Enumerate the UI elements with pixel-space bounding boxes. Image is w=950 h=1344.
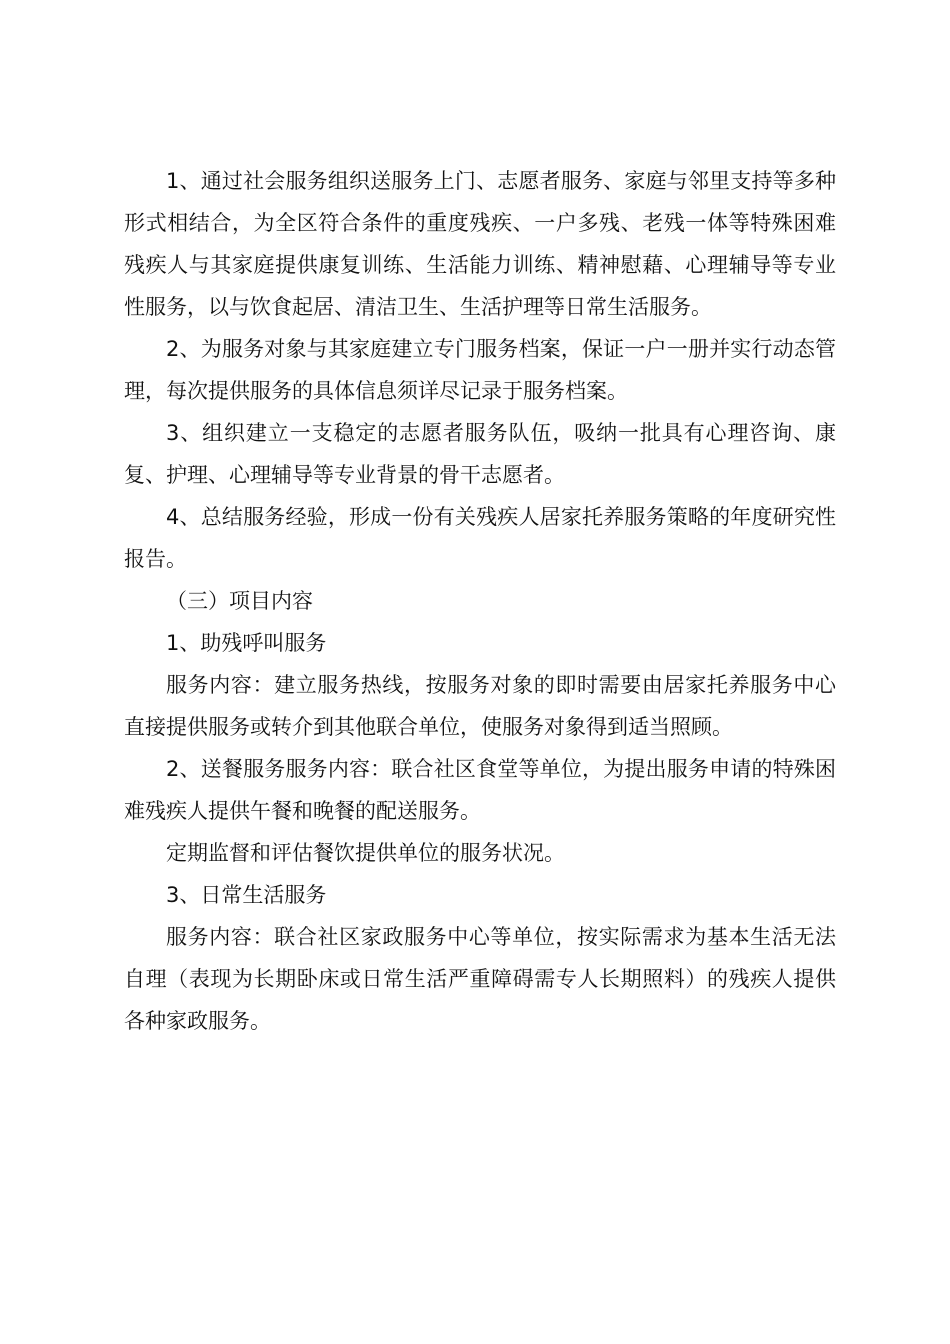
paragraph-goal-2: 2、为服务对象与其家庭建立专门服务档案，保证一户一册并实行动态管理，每次提供服务的具体信息须详尽记录于服务档案。 [124, 337, 836, 403]
paragraph-goal-3: 3、组织建立一支稳定的志愿者服务队伍，吸纳一批具有心理咨询、康复、护理、心理辅导等专业背景的骨干志愿者。 [124, 421, 836, 487]
paragraph-meal-delivery: 2、送餐服务服务内容：联合社区食堂等单位，为提出服务申请的特殊困难残疾人提供午餐和晚餐的配送服务。 [124, 757, 836, 823]
item-heading-daily-life-service: 3、日常生活服务 [166, 883, 327, 907]
document-body [124, 160, 836, 1042]
section-heading-project-content: （三）项目内容 [166, 589, 313, 613]
paragraph-goal-1: 1、通过社会服务组织送服务上门、志愿者服务、家庭与邻里支持等多种形式相结合，为全区符合条件的重度残疾、一户多残、老残一体等特殊困难残疾人与其家庭提供康复训练、生活能力训练、精神慰藉、心理辅导等专业性服务，以与饮食起居、清洁卫生、生活护理等日常生活服务。 [124, 169, 836, 319]
paragraph-call-service: 服务内容：建立服务热线，按服务对象的即时需要由居家托养服务中心直接提供服务或转介到其他联合单位，使服务对象得到适当照顾。 [124, 673, 836, 739]
item-heading-call-service: 1、助残呼叫服务 [166, 631, 327, 655]
paragraph-goal-4: 4、总结服务经验，形成一份有关残疾人居家托养服务策略的年度研究性报告。 [124, 505, 836, 571]
paragraph-daily-life-service: 服务内容：联合社区家政服务中心等单位，按实际需求为基本生活无法自理（表现为长期卧床或日常生活严重障碍需专人长期照料）的残疾人提供各种家政服务。 [124, 925, 836, 1033]
paragraph-meal-supervision: 定期监督和评估餐饮提供单位的服务状况。 [166, 841, 565, 865]
